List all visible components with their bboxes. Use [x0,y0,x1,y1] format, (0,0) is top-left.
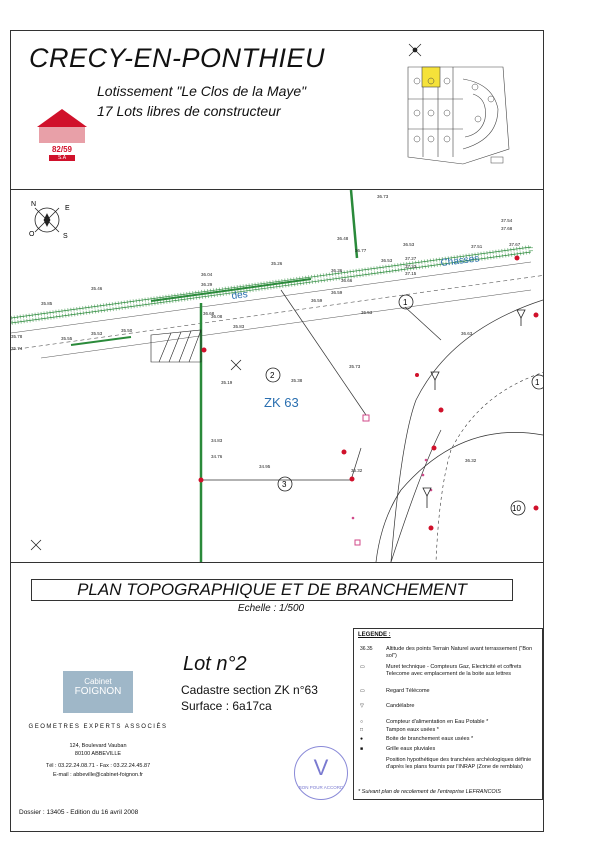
stamp-letter: V [313,755,329,780]
elevation-label: 36.59 [331,290,343,295]
legend-note: * Suivant plan de recolement de l'entreprise LEFRANCOIS [358,789,501,795]
logo-number: 82/59 [51,145,73,154]
logo-block [39,127,85,143]
subdivision-name: Lotissement "Le Clos de la Maye" [97,83,307,99]
elevation-label: 37.23 [405,264,417,269]
elevation-label: 36.63 [461,331,473,336]
street-label-chasses: Chasses [440,253,480,269]
svg-text:O: O [29,231,35,238]
address-city: 80100 ABBEVILLE [74,751,122,757]
elevation-label: 34.83 [211,438,223,443]
elevation-label: 36.73 [377,194,389,199]
elevation-label: 35.85 [41,301,53,306]
compass-icon [35,208,59,232]
elevation-labels [11,194,521,473]
elevation-label: 37.27 [405,256,417,261]
svg-text:N: N [31,201,37,208]
legend-item-8: Position hypothétique des tranchées archéologiques définie d'après les plans fournis par l'INRAP (Zone de remblais) [386,757,532,770]
elevation-label: 34.95 [259,464,271,469]
legend-item-0: Altitude des points Terrain Naturel avant terrassement ("Bon sol") [386,646,533,659]
cabinet-logo-line1: Cabinet [84,677,112,686]
elevation-label: 36.68 [203,311,215,316]
lot-title: Lot n°2 [183,653,247,675]
legend-sym-6: ● [360,736,364,742]
address-street: 124, Boulevard Vauban [69,743,127,749]
candelabra-icon [423,310,525,508]
logo-sa: S.A [49,155,75,161]
cadastre: Cadastre section ZK n°63 [181,683,318,697]
town-title: CRECY-EN-PONTHIEU [29,43,326,73]
roof-icon [37,109,87,127]
elevation-label: 36.48 [337,236,349,241]
elevation-label: 35.73 [349,364,361,369]
plan-title: PLAN TOPOGRAPHIQUE ET DE BRANCHEMENT [31,579,513,601]
legend-sym-2: ▭ [360,688,365,694]
legend-sym-4: ○ [360,719,364,725]
elevation-label: 36.59 [311,298,323,303]
elevation-label: 35.74 [11,346,23,351]
company-logo-red [35,109,89,161]
plan-sheet [10,30,544,832]
elevation-label: 36.53 [403,242,415,247]
elevation-label: 34.76 [211,454,223,459]
elevation-label: 35.46 [91,286,103,291]
legend-item-3: Candélabre [386,703,415,709]
elevation-label: 37.67 [509,242,521,247]
elevation-label: 37.68 [501,226,513,231]
legend-sym-5: □ [360,727,364,733]
surface: Surface : 6a17ca [181,699,272,713]
elevation-label: 35.26 [271,261,283,266]
elevation-label: 36.77 [355,248,367,253]
lot-2: 2 [270,371,275,380]
legend-sym-7: ■ [360,746,364,752]
lot-10: 10 [512,504,521,513]
svg-text:S: S [63,233,68,240]
cabinet-logo [63,671,133,713]
topographic-map [11,189,543,563]
lot-1: 1 [403,298,408,307]
cabinet-subtitle: GEOMETRES EXPERTS ASSOCIÉS [28,724,168,730]
legend-item-1: Muret technique - Compteurs Gaz, Electricité et coffrets Telecome avec emplacement de la boite aux lettres [386,664,522,677]
elevation-label: 37.15 [405,271,417,276]
elevation-label: 36.36 [331,268,343,273]
street-label-des: des [231,289,249,302]
elevation-label: 37.51 [471,244,483,249]
locator-map [403,39,513,171]
lot-11: 1 [535,378,540,387]
elevation-label: 35.38 [291,378,303,383]
lot-3: 3 [282,480,287,489]
svg-text:E: E [65,205,70,212]
stamp-text: BON POUR ACCORD [298,785,344,790]
elevation-label: 36.04 [201,272,213,277]
plan-scale: Echelle : 1/500 [237,603,305,614]
north-arrow-icon [409,44,421,56]
elevation-label: 36.29 [201,282,213,287]
dossier: Dossier : 13405 - Edition du 16 avril 2008 [19,809,139,816]
elevation-label: 36.08 [211,314,223,319]
elevation-label: 36.53 [361,310,373,315]
elevation-label: 36.53 [381,258,393,263]
elevation-label: 35.55 [61,336,73,341]
email: E-mail : abbeville@cabinet-foignon.fr [53,772,143,778]
legend-item-4: Compteur d'alimentation en Eau Potable * [386,719,489,725]
legend-sym-0: 36.35 [360,646,373,652]
legend-item-2: Regard Télécome [386,688,430,694]
elevation-label: 36.32 [465,458,477,463]
lots-count: 17 Lots libres de constructeur [97,103,281,119]
legend-sym-3: ▽ [360,703,364,709]
phone: Tél : 03.22.24.08.71 - Fax : 03.22.24.45.87 [45,763,151,769]
lot-markers [266,295,543,515]
cabinet-logo-line2: FOIGNON [74,686,122,697]
elevation-label: 37.54 [501,218,513,223]
legend-sym-1: ▭ [360,664,365,670]
elevation-label: 35.32 [351,468,363,473]
elevation-label: 35.50 [121,328,133,333]
legend-item-6: Boite de branchement eaux usées * [386,736,474,742]
elevation-label: 35.53 [91,331,103,336]
legend-title: LEGENDE : [358,632,391,638]
elevation-label: 35.78 [11,334,23,339]
legend-item-5: Tampon eaux usées * [386,727,439,733]
legend-item-7: Grille eaux pluviales [386,746,436,752]
elevation-label: 36.66 [341,278,353,283]
elevation-label: 35.83 [233,324,245,329]
approval-stamp [294,746,348,800]
parcel-id: ZK 63 [264,395,299,410]
elevation-label: 35.19 [221,380,233,385]
legend-box [353,628,543,800]
